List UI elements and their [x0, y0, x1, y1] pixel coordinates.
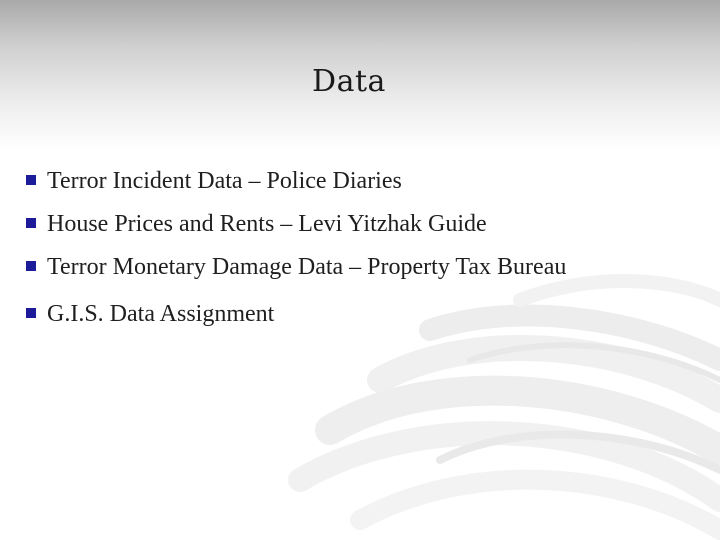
bullet-text: Terror Incident Data – Police Diaries — [47, 168, 402, 194]
square-bullet-icon — [26, 261, 36, 271]
list-item — [26, 166, 566, 209]
bullet-text: Terror Monetary Damage Data – Property Tax Bureau — [47, 254, 567, 280]
square-bullet-icon — [26, 218, 36, 228]
bullet-text: G.I.S. Data Assignment — [47, 301, 275, 327]
list-item — [26, 209, 566, 252]
square-bullet-icon — [26, 175, 36, 185]
square-bullet-icon — [26, 308, 36, 318]
bullet-text: House Prices and Rents – Levi Yitzhak Guide — [47, 211, 487, 237]
bullet-list — [26, 166, 566, 342]
list-item — [26, 252, 566, 295]
slide-title: Data — [312, 64, 386, 99]
list-item — [26, 299, 566, 342]
